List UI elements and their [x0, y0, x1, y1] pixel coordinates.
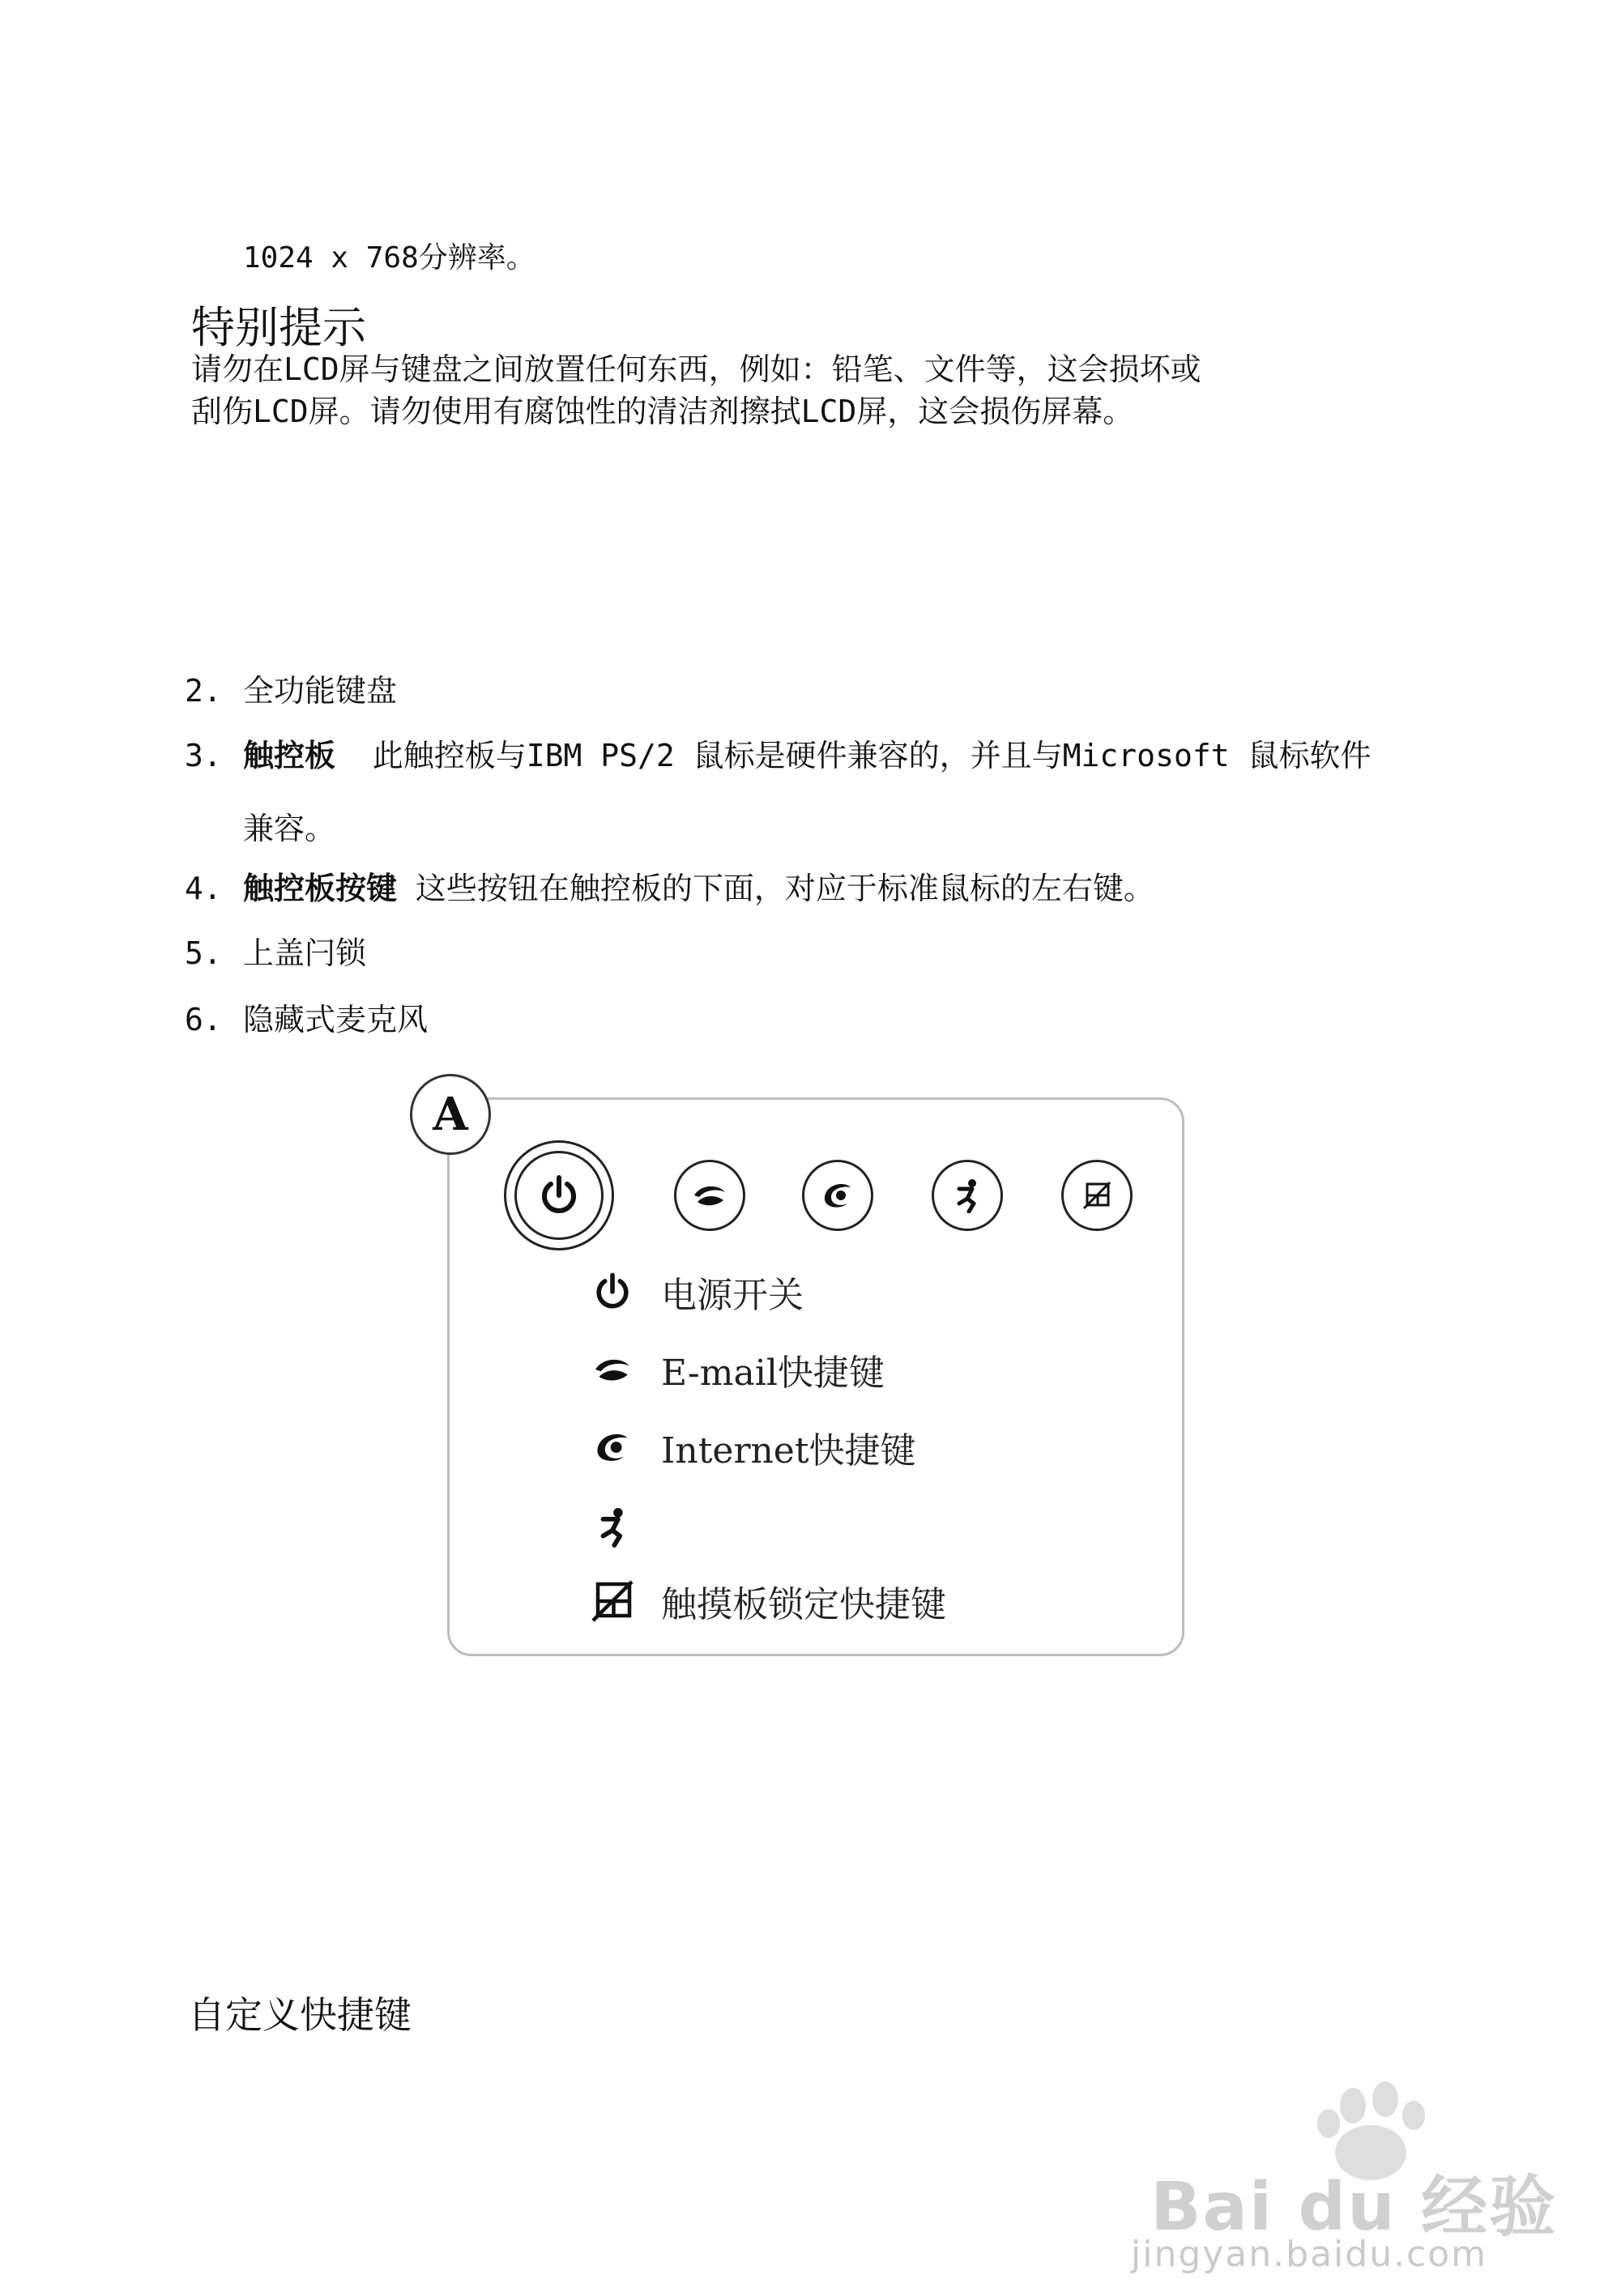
list-number: 3. [185, 738, 222, 773]
legend-label: 电源开关 [661, 1275, 804, 1316]
watermark-url: jingyan.baidu.com [1131, 2234, 1488, 2275]
email-icon [591, 1352, 634, 1387]
list-desc: 此触控板与IBM PS/2 鼠标是硬件兼容的，并且与Microsoft 鼠标软件 [335, 738, 1372, 773]
list-label: 全功能键盘 [243, 673, 398, 709]
email-icon [691, 1179, 728, 1212]
list-label: 上盖闩锁 [243, 935, 367, 971]
legend-label: E-mail快捷键 [661, 1352, 885, 1394]
runner-icon [594, 1506, 631, 1548]
section-title-custom-hotkeys: 自定义快捷键 [188, 1993, 412, 2037]
power-button [504, 1140, 614, 1250]
resolution-text: 1024 x 768分辨率。 [243, 241, 535, 275]
legend-row-internet [588, 1419, 916, 1476]
list-number: 5. [185, 935, 222, 971]
legend-label: Internet快捷键 [661, 1430, 916, 1472]
notice-line: 刮伤LCD屏。请勿使用有腐蚀性的清洁剂擦拭LCD屏，这会损伤屏幕。 [191, 394, 1134, 429]
notice-line: 请勿在LCD屏与键盘之间放置任何东西，例如：铅笔、文件等，这会损坏或 [191, 351, 1201, 387]
runner-button [932, 1160, 1003, 1231]
legend-label: 触摸板锁定快捷键 [661, 1584, 946, 1625]
list-number: 2. [185, 673, 222, 709]
internet-icon [820, 1179, 855, 1212]
legend-row-power [588, 1263, 804, 1320]
list-item [185, 933, 366, 973]
list-desc: 这些按钮在触控板的下面，对应于标准鼠标的左右键。 [397, 871, 1154, 906]
list-item [185, 735, 1371, 776]
internet-icon [591, 1429, 634, 1466]
list-desc-continuation: 兼容。 [243, 811, 336, 846]
list-item [185, 999, 428, 1040]
touchpad-lock-button [1061, 1160, 1133, 1231]
power-icon [535, 1171, 583, 1220]
internet-button [802, 1160, 873, 1231]
watermark-brand: Bai du 经验 [1150, 2169, 1558, 2246]
list-number: 4. [185, 871, 222, 906]
legend-row-runner [588, 1498, 661, 1555]
list-item [185, 868, 1154, 909]
notice-title: 特别提示 [191, 302, 366, 353]
email-button [674, 1160, 745, 1231]
touchpad-lock-icon [588, 1577, 637, 1625]
runner-icon [951, 1178, 983, 1213]
power-icon [590, 1269, 635, 1314]
notice-body [191, 348, 1471, 432]
legend-row-email [588, 1341, 885, 1398]
diagram-badge: A [410, 1074, 491, 1155]
list-label: 触控板按键 [243, 871, 398, 906]
list-number: 6. [185, 1002, 222, 1037]
touchpad-lock-icon [1081, 1179, 1113, 1212]
legend-row-touchpad-lock [588, 1573, 946, 1629]
list-label: 触控板 [243, 738, 336, 773]
list-label: 隐藏式麦克风 [243, 1002, 429, 1037]
list-item [185, 671, 397, 711]
